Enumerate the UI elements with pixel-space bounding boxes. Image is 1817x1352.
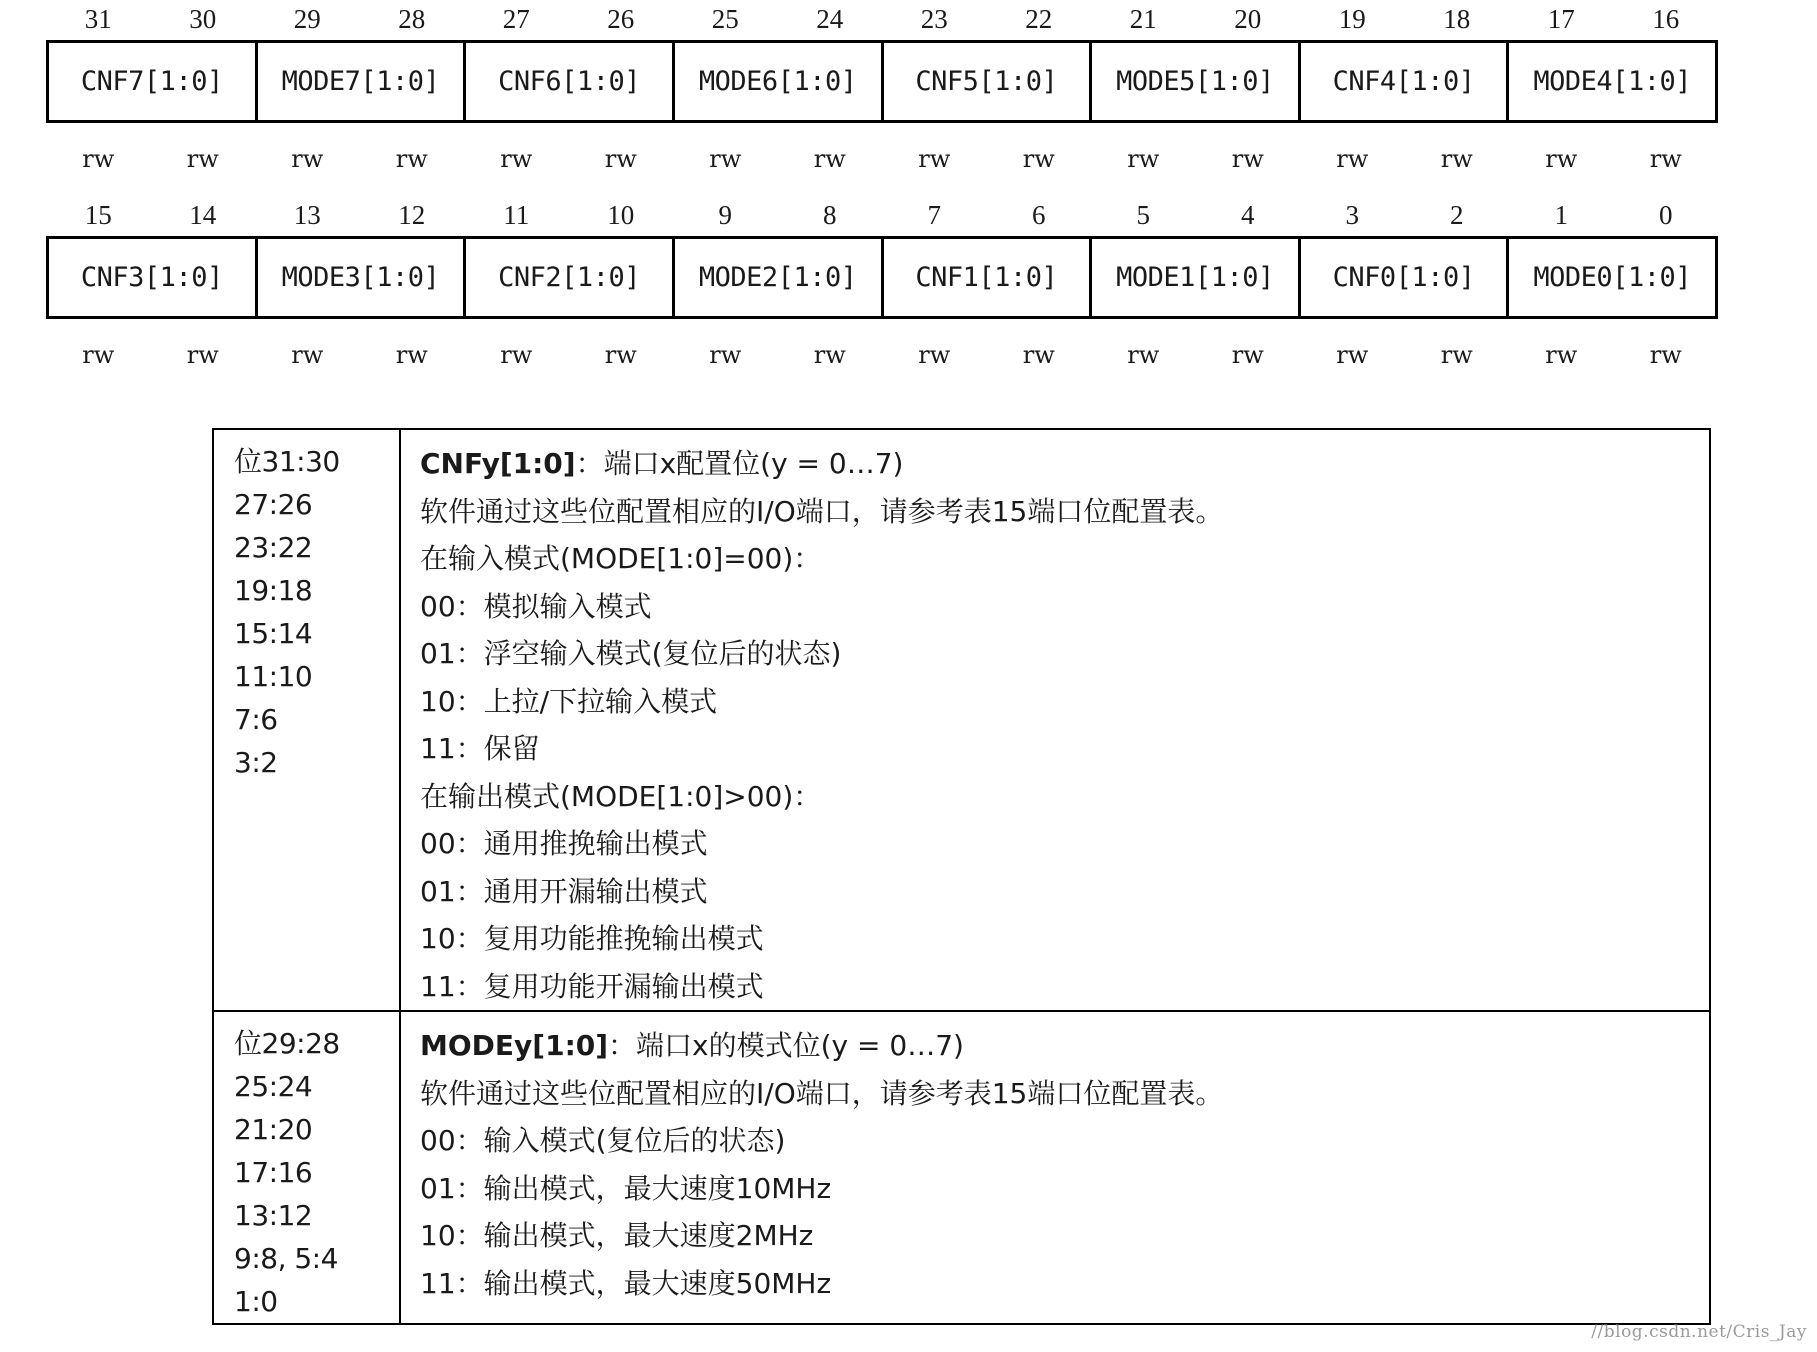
- bit-number: 4: [1241, 199, 1255, 230]
- bit-range: 7:6: [234, 703, 278, 736]
- access-label: rw: [918, 341, 951, 369]
- bit-range: 11:10: [234, 660, 313, 693]
- field-mode0: MODE0[1:0]: [1533, 262, 1691, 293]
- field-mode3: MODE3[1:0]: [258, 239, 467, 316]
- bit-number: 5: [1136, 199, 1150, 230]
- register-high: [46, 0, 1718, 178]
- description-line: 10：上拉/下拉输入模式: [420, 684, 718, 718]
- cnf-title-text: ：端口x配置位(y = 0…7): [575, 447, 904, 480]
- access-label: rw: [918, 145, 951, 173]
- description-line: 00：通用推挽输出模式: [420, 827, 708, 860]
- description-line: 01：通用开漏输出模式: [420, 874, 708, 908]
- access-label: rw: [82, 341, 115, 369]
- bit-range: 27:26: [234, 488, 313, 521]
- cnf-description: [400, 429, 1710, 1011]
- bit-number: 14: [189, 199, 217, 230]
- field-mode2: MODE2[1:0]: [675, 239, 884, 316]
- bit-number: 11: [503, 199, 530, 230]
- bit-number: 0: [1659, 199, 1673, 230]
- cnf-row: [213, 429, 1710, 1011]
- description-line: 11：复用功能开漏输出模式: [420, 969, 764, 1003]
- bit-number: 18: [1443, 3, 1471, 34]
- field-mode4: MODE4[1:0]: [1533, 66, 1691, 97]
- description-line: 软件通过这些位配置相应的I/O端口，请参考表15端口位配置表。: [420, 1076, 1224, 1110]
- access-label: rw: [1231, 145, 1264, 173]
- description-line: 在输入模式(MODE[1:0]=00)：: [420, 542, 822, 575]
- watermark: //blog.csdn.net/Cris_Jay: [1591, 1322, 1807, 1342]
- access-label: rw: [395, 145, 428, 173]
- bit-number: 21: [1129, 3, 1157, 34]
- description-line: 10：输出模式，最大速度2MHz: [420, 1219, 814, 1252]
- description-line: 00：模拟输入模式: [420, 589, 652, 623]
- cnf-field-name: CNFy[1:0]: [420, 447, 576, 480]
- register-low: [46, 196, 1718, 374]
- access-high: [46, 140, 1718, 178]
- access-label: rw: [1231, 341, 1264, 369]
- access-label: rw: [1440, 145, 1473, 173]
- bit-number: 30: [189, 3, 217, 34]
- register-fields-low: [46, 236, 1718, 319]
- mode-row: [213, 1011, 1710, 1324]
- access-label: rw: [709, 145, 742, 173]
- description-line: 11：保留: [420, 732, 540, 765]
- field-cnf3: CNF3[1:0]: [49, 239, 258, 316]
- bit-range: 13:12: [234, 1199, 313, 1232]
- description-line: 在输出模式(MODE[1:0]>00)：: [420, 779, 822, 813]
- field-cnf4: CNF4[1:0]: [1301, 43, 1510, 120]
- bit-range: 9:8, 5:4: [234, 1242, 338, 1275]
- cnf-title: [420, 440, 1709, 488]
- bit-range: 17:16: [234, 1156, 313, 1189]
- bit-number: 20: [1234, 3, 1262, 34]
- bit-range: 3:2: [234, 746, 278, 779]
- access-label: rw: [291, 341, 324, 369]
- access-label: rw: [1545, 145, 1578, 173]
- bit-number: 1: [1554, 199, 1568, 230]
- bit-number: 16: [1652, 3, 1680, 34]
- mode-title-text: ：端口x的模式位(y = 0…7): [608, 1029, 964, 1062]
- field-mode6: MODE6[1:0]: [675, 43, 884, 120]
- description-line: 11：输出模式，最大速度50MHz: [420, 1266, 832, 1300]
- bit-description-table: [212, 428, 1711, 1325]
- access-label: rw: [1022, 341, 1055, 369]
- bit-range: 位29:28: [234, 1027, 340, 1060]
- bit-number: 3: [1345, 199, 1359, 230]
- description-line: 01：输出模式，最大速度10MHz: [420, 1171, 832, 1205]
- bit-numbers-high: [46, 0, 1718, 38]
- bit-number: 29: [293, 3, 321, 34]
- access-label: rw: [1649, 341, 1682, 369]
- bit-number: 26: [607, 3, 635, 34]
- field-cnf0: CNF0[1:0]: [1301, 239, 1510, 316]
- access-label: rw: [709, 341, 742, 369]
- mode-bit-positions: [213, 1011, 400, 1324]
- bit-range: 15:14: [234, 617, 313, 650]
- bit-number: 19: [1338, 3, 1366, 34]
- bit-numbers-low: [46, 196, 1718, 234]
- access-label: rw: [1440, 341, 1473, 369]
- field-cnf5: CNF5[1:0]: [884, 43, 1093, 120]
- bit-number: 9: [718, 199, 732, 230]
- bit-number: 10: [607, 199, 635, 230]
- access-label: rw: [604, 145, 637, 173]
- description-line: 10：复用功能推挽输出模式: [420, 922, 764, 955]
- bit-number: 2: [1450, 199, 1464, 230]
- access-label: rw: [395, 341, 428, 369]
- access-label: rw: [813, 341, 846, 369]
- bit-range: 23:22: [234, 531, 313, 564]
- access-label: rw: [82, 145, 115, 173]
- mode-title: [420, 1022, 1709, 1070]
- access-label: rw: [500, 341, 533, 369]
- field-cnf2: CNF2[1:0]: [466, 239, 675, 316]
- bit-number: 27: [502, 3, 530, 34]
- access-label: rw: [1649, 145, 1682, 173]
- bit-number: 7: [927, 199, 941, 230]
- register-fields-high: [46, 40, 1718, 123]
- field-mode1: MODE1[1:0]: [1092, 239, 1301, 316]
- bit-number: 22: [1025, 3, 1053, 34]
- description-line: 软件通过这些位配置相应的I/O端口，请参考表15端口位配置表。: [420, 494, 1224, 528]
- bit-number: 6: [1032, 199, 1046, 230]
- access-label: rw: [1127, 341, 1160, 369]
- access-label: rw: [291, 145, 324, 173]
- bit-number: 17: [1547, 3, 1575, 34]
- access-label: rw: [1336, 145, 1369, 173]
- access-low: [46, 336, 1718, 374]
- mode-field-name: MODEy[1:0]: [420, 1029, 609, 1062]
- bit-number: 25: [711, 3, 739, 34]
- description-line: 01：浮空输入模式(复位后的状态): [420, 637, 842, 670]
- bit-number: 23: [920, 3, 948, 34]
- access-label: rw: [1022, 145, 1055, 173]
- field-mode5: MODE5[1:0]: [1092, 43, 1301, 120]
- bit-range: 19:18: [234, 574, 313, 607]
- bit-number: 12: [398, 199, 426, 230]
- access-label: rw: [1127, 145, 1160, 173]
- access-label: rw: [186, 341, 219, 369]
- field-mode7: MODE7[1:0]: [258, 43, 467, 120]
- bit-number: 8: [823, 199, 837, 230]
- bit-number: 15: [84, 199, 112, 230]
- access-label: rw: [1545, 341, 1578, 369]
- bit-number: 24: [816, 3, 844, 34]
- access-label: rw: [813, 145, 846, 173]
- field-cnf1: CNF1[1:0]: [884, 239, 1093, 316]
- bit-number: 31: [84, 3, 112, 34]
- bit-number: 13: [293, 199, 321, 230]
- field-cnf7: CNF7[1:0]: [49, 43, 258, 120]
- cnf-bit-positions: [213, 429, 400, 1011]
- bit-number: 28: [398, 3, 426, 34]
- field-cnf6: CNF6[1:0]: [466, 43, 675, 120]
- bit-range: 21:20: [234, 1113, 313, 1146]
- access-label: rw: [1336, 341, 1369, 369]
- description-line: 00：输入模式(复位后的状态): [420, 1124, 786, 1157]
- bit-range: 25:24: [234, 1070, 313, 1103]
- bit-range: 1:0: [234, 1285, 278, 1318]
- access-label: rw: [604, 341, 637, 369]
- mode-description: [400, 1011, 1710, 1324]
- access-label: rw: [186, 145, 219, 173]
- bit-range: 位31:30: [234, 445, 340, 478]
- access-label: rw: [500, 145, 533, 173]
